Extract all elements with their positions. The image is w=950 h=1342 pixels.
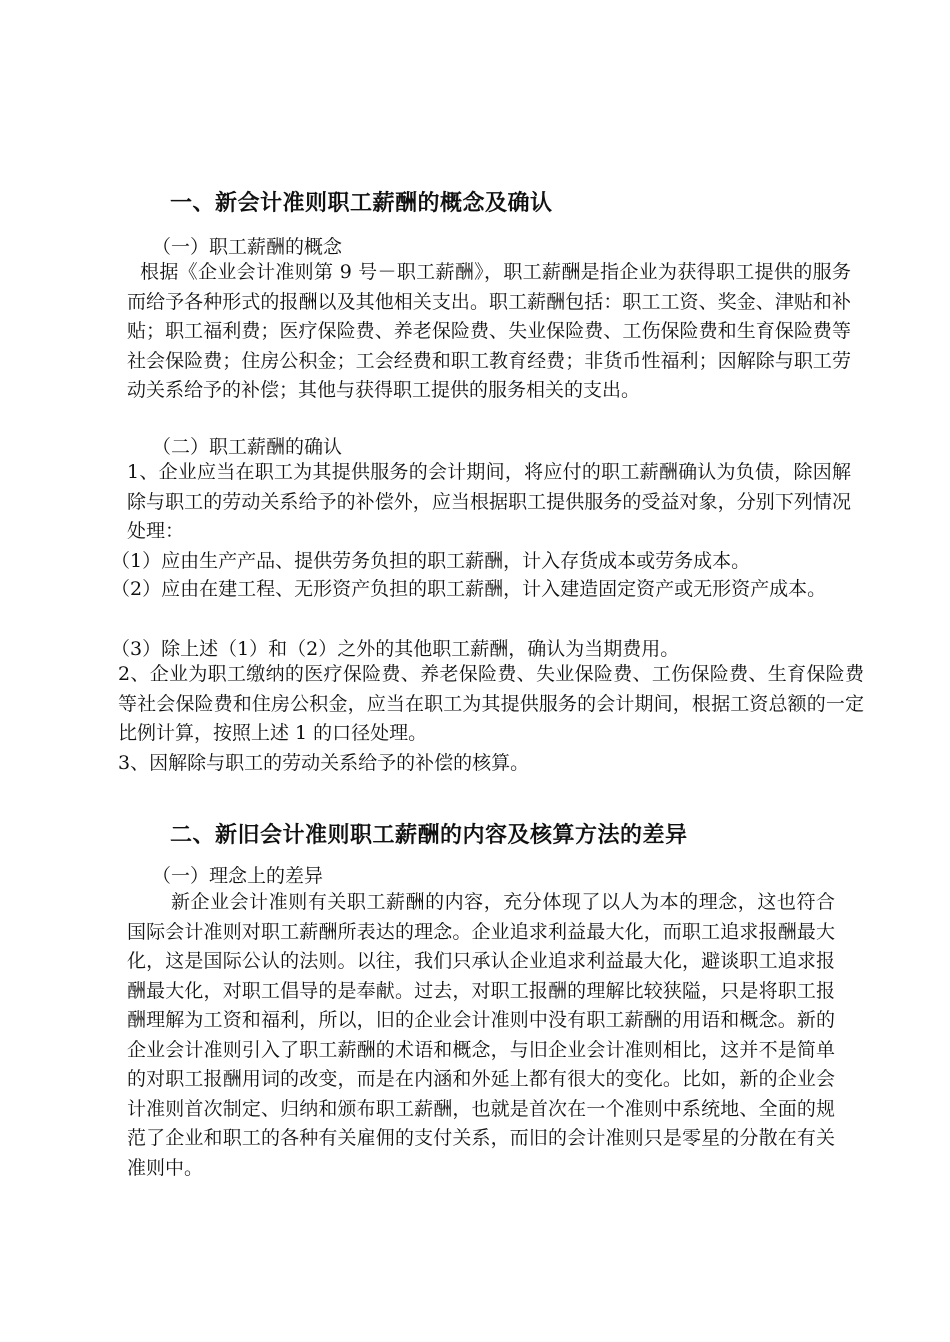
recognition-paragraph-1: 1、企业应当在职工为其提供服务的会计期间，将应付的职工薪酬确认为负债，除因解除与职工的劳动关系给予的补偿外，应当根据职工提供服务的受益对象，分别下列情况处理： bbox=[127, 461, 851, 542]
recognition-item-1: （1）应由生产产品、提供劳务负担的职工薪酬，计入存货成本或劳务成本。 bbox=[111, 550, 751, 572]
recognition-paragraph-2: 2、企业为职工缴纳的医疗保险费、养老保险费、失业保险费、工伤保险费、生育保险费等社会保险费和住房公积金，应当在职工为其提供服务的会计期间，根据工资总额的一定比例计算，按照上述 1 的口径处理。 bbox=[118, 663, 864, 744]
recognition-paragraph-3: 3、因解除与职工的劳动关系给予的补偿的核算。 bbox=[118, 752, 530, 774]
subsection-recognition: （二）职工薪酬的确认 bbox=[152, 436, 343, 458]
recognition-item-3: （3）除上述（1）和（2）之外的其他职工薪酬，确认为当期费用。 bbox=[111, 638, 680, 660]
recognition-item-2: （2）应由在建工程、无形资产负担的职工薪酬，计入建造固定资产或无形资产成本。 bbox=[111, 578, 827, 600]
section-1-title: 一、新会计准则职工薪酬的概念及确认 bbox=[170, 191, 553, 216]
subsection-philosophy: （一）理念上的差异 bbox=[152, 865, 324, 887]
section-2-title: 二、新旧会计准则职工薪酬的内容及核算方法的差异 bbox=[170, 823, 688, 848]
philosophy-paragraph: 新企业会计准则有关职工薪酬的内容，充分体现了以人为本的理念，这也符合国际会计准则对职工薪酬所表达的理念。企业追求利益最大化，而职工追求报酬最大化，这是国际公认的法则。以往，我们只承认企业追求利益最大化，避谈职工追求报酬最大化，对职工倡导的是奉献。过去，对职工报酬的理解比较狭隘，只是将职工报酬理解为工资和福利，所以，旧的企业会计准则中没有职工薪酬的用语和概念。新的企业会计准则引入了职工薪酬的术语和概念，与旧企业会计准则相比，这并不是简单的对职工报酬用词的改变，而是在内涵和外延上都有很大的变化。比如，新的企业会计准则首次制定、归纳和颁布职工薪酬，也就是首次在一个准则中系统地、全面的规范了企业和职工的各种有关雇佣的支付关系，而旧的会计准则只是零星的分散在有关准则中。 bbox=[127, 891, 835, 1179]
concept-paragraph: 根据《企业会计准则第 9 号－职工薪酬》，职工薪酬是指企业为获得职工提供的服务而给予各种形式的报酬以及其他相关支出。职工薪酬包括：职工工资、奖金、津贴和补贴；职工福利费；医疗保险费、养老保险费、失业保险费、工伤保险费和生育保险费等社会保险费；住房公积金；工会经费和职工教育经费；非货币性福利；因解除与职工劳动关系给予的补偿；其他与获得职工提供的服务相关的支出。 bbox=[127, 261, 851, 401]
subsection-concept: （一）职工薪酬的概念 bbox=[152, 236, 343, 258]
